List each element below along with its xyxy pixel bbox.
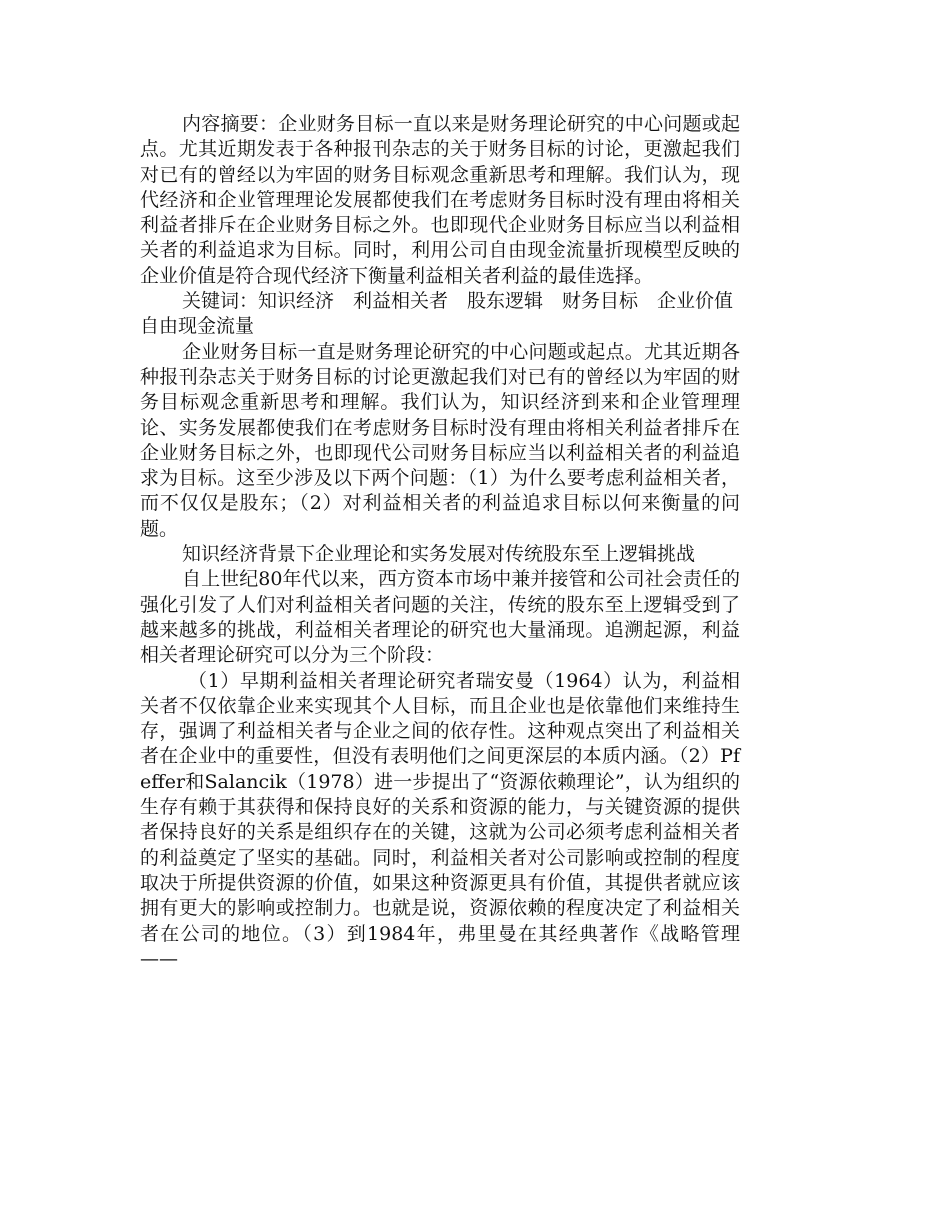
- section-paragraph: 自上世纪80年代以来，西方资本市场中兼并接管和公司社会责任的强化引发了人们对利益相关者问题的关注，传统的股东至上逻辑受到了越来越多的挑战，利益相关者理论的研究也大量涌现。追溯起源，利益相关者理论研究可以分为三个阶段：: [140, 568, 740, 667]
- stages-paragraph: （1）早期利益相关者理论研究者瑞安曼（1964）认为，利益相关者不仅依靠企业来实现其个人目标，而且企业也是依靠他们来维持生存，强调了利益相关者与企业之间的依存性。这种观点突出了利益相关者在企业中的重要性，但没有表明他们之间更深层的本质内涵。（2）Pfeffer和Salancik（1978）进一步提出了“资源依赖理论”，认为组织的生存有赖于其获得和保持良好的关系和资源的能力，与关键资源的提供者保持良好的关系是组织存在的关键，这就为公司必须考虑利益相关者的利益奠定了坚实的基础。同时，利益相关者对公司影响或控制的程度取决于所提供资源的价值，如果这种资源更具有价值，其提供者就应该拥有更大的影响或控制力。也就是说，资源依赖的程度决定了利益相关者在公司的地位。（3）到1984年，弗里曼在其经典著作《战略管理——: [140, 669, 740, 970]
- document-page: [140, 112, 753, 972]
- intro-paragraph: 企业财务目标一直是财务理论研究的中心问题或起点。尤其近期各种报刊杂志关于财务目标的讨论更激起我们对已有的曾经以为牢固的财务目标观念重新思考和理解。我们认为，知识经济到来和企业管理理论、实务发展都使我们在考虑财务目标时没有理由将相关利益者排斥在企业财务目标之外，也即现代公司财务目标应当以利益相关者的利益追求为目标。这至少涉及以下两个问题：（1）为什么要考虑利益相关者，而不仅仅是股东；（2）对利益相关者的利益追求目标以何来衡量的问题。: [140, 340, 740, 540]
- keywords-line: 关键词：知识经济 利益相关者 股东逻辑 财务目标 企业价值 自由现金流量: [140, 290, 753, 338]
- abstract-paragraph: 内容摘要：企业财务目标一直以来是财务理论研究的中心问题或起点。尤其近期发表于各种报刊杂志的关于财务目标的讨论，更激起我们对已有的曾经以为牢固的财务目标观念重新思考和理解。我们认为，现代经济和企业管理理论发展都使我们在考虑财务目标时没有理由将相关利益者排斥在企业财务目标之外。也即现代企业财务目标应当以利益相关者的利益追求为目标。同时，利用公司自由现金流量折现模型反映的企业价值是符合现代经济下衡量利益相关者利益的最佳选择。: [140, 113, 740, 287]
- section-heading: 知识经济背景下企业理论和实务发展对传统股东至上逻辑挑战: [182, 543, 696, 566]
